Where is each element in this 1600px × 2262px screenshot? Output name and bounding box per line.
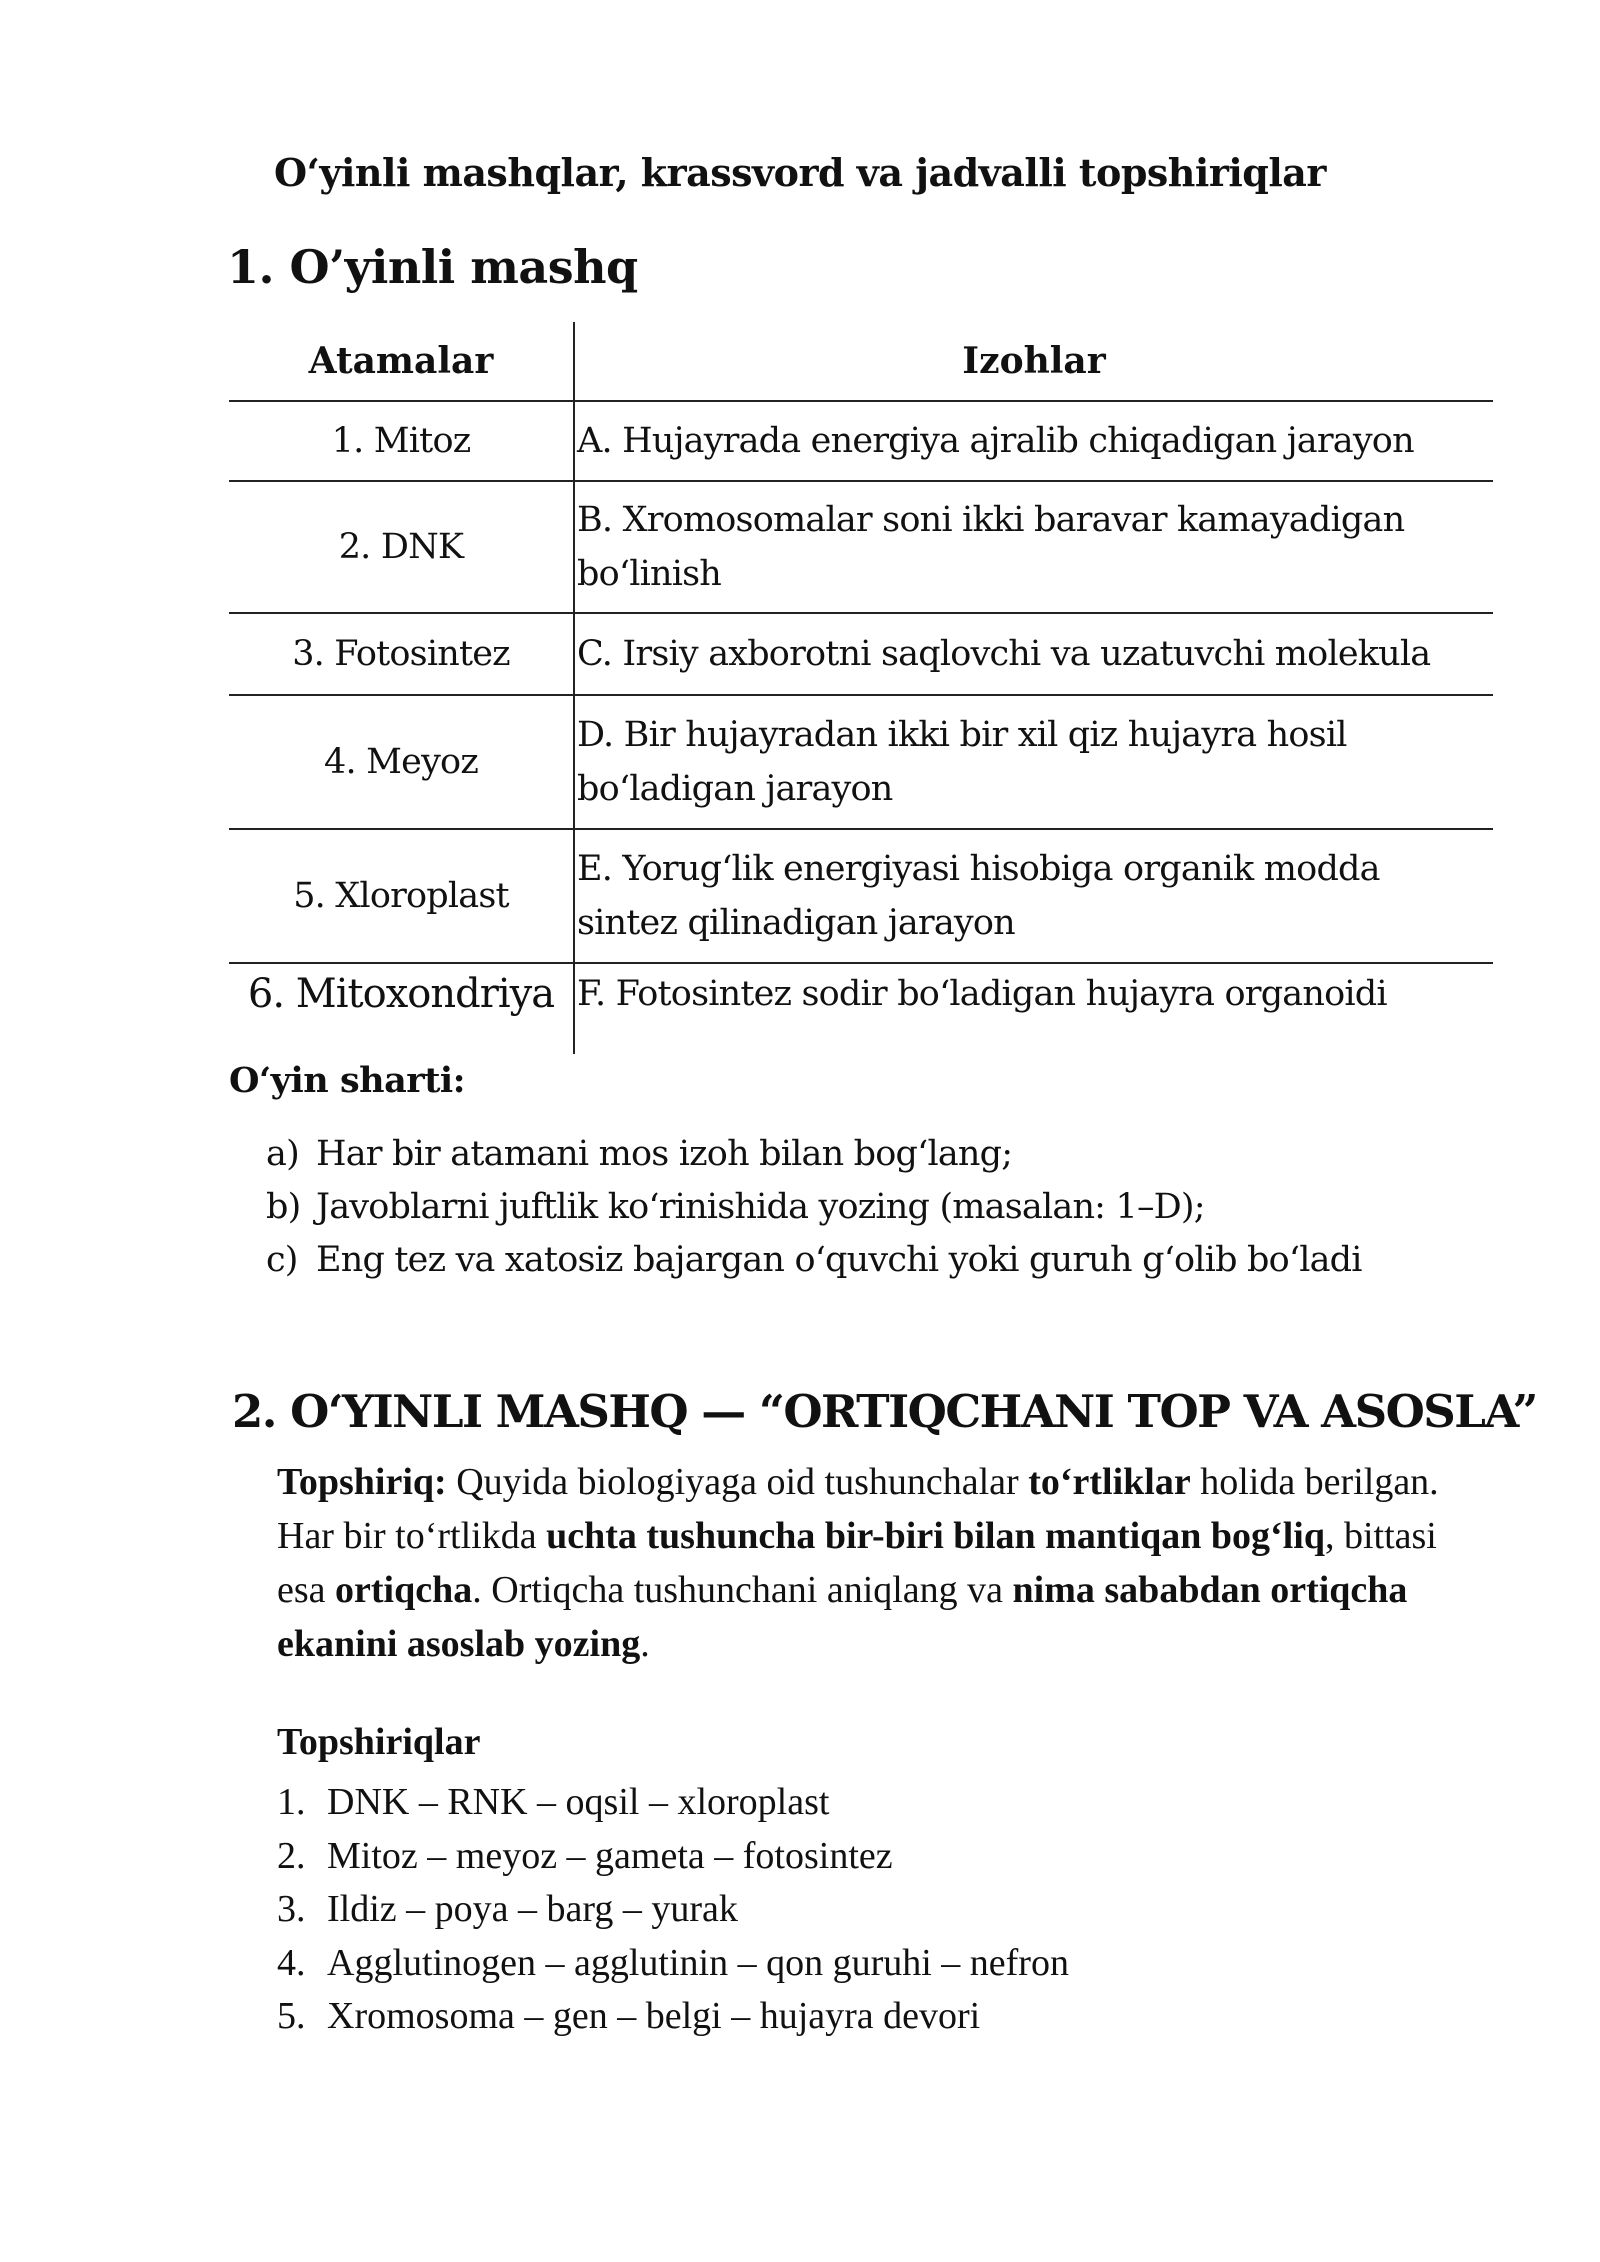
list-item-text: Har bir atamani mos izoh bilan bog‘lang; [316,1134,1013,1174]
table-definition-cell: F. Fotosintez sodir bo‘ladigan hujayra organoidi [577,974,1387,1014]
task-text: Quyida biologiyaga oid tushunchalar [446,1461,1029,1503]
list-marker: a) [266,1134,299,1174]
game-rules-heading: O‘yin sharti: [229,1060,466,1101]
list-item-text: Eng tez va xatosiz bajargan o‘quvchi yoki guruh g‘olib bo‘ladi [316,1240,1362,1280]
table-term-cell: 6. Mitoxondriya [247,971,555,1017]
list-item [277,1990,1069,2044]
tasks-heading: Topshiriqlar [277,1721,481,1763]
list-item-text: DNK – RNK – oqsil – xloroplast [327,1781,830,1823]
task-text: , bittasi esa [277,1515,1437,1611]
list-item [277,1830,1069,1884]
table-term-cell: 4. Meyoz [324,742,478,782]
list-marker: c) [266,1240,298,1280]
task-paragraph [277,1455,1477,1671]
list-item-text: Mitoz – meyoz – gameta – fotosintez [327,1834,893,1877]
list-item [277,1937,1069,1991]
terms-table [229,322,1493,1054]
list-item [266,1181,1362,1234]
table-term-cell: 2. DNK [338,527,464,567]
list-number: 4. [277,1941,306,1984]
table-definition-cell: E. Yorug‘lik energiyasi hisobiga organik modda sintez qilinadigan jarayon [577,849,1380,943]
list-item-text: Javoblarni juftlik ko‘rinishida yozing (masalan: 1–D); [316,1187,1205,1227]
task-emphasis: nima sababdan ortiqcha ekanini asoslab yozing [277,1569,1408,1665]
task-text: . [640,1623,650,1665]
table-term-cell: 5. Xloroplast [293,876,509,916]
list-number: 1. [277,1781,306,1823]
list-number: 3. [277,1888,306,1930]
task-emphasis: uchta tushuncha bir-biri bilan mantiqan bog‘liq [546,1515,1325,1557]
table-column-divider [573,322,575,1054]
list-item [277,1883,1069,1937]
table-definition-cell: B. Xromosomalar soni ikki baravar kamayadigan bo‘linish [577,500,1405,594]
table-term-cell: 3. Fotosintez [292,634,510,674]
list-item-text: Agglutinogen – agglutinin – qon guruhi – nefron [327,1941,1069,1984]
table-header-definitions: Izohlar [962,340,1106,382]
task-label: Topshiriq: [277,1461,447,1503]
section1-heading: 1. O’yinli mashq [227,240,638,294]
list-item [277,1776,1069,1830]
document-title: O‘yinli mashqlar, krassvord va jadvalli topshiriqlar [274,150,1326,195]
table-definition-cell: D. Bir hujayradan ikki bir xil qiz hujayra hosil bo‘ladigan jarayon [577,715,1347,809]
list-marker: b) [266,1187,301,1227]
table-definition-cell: C. Irsiy axborotni saqlovchi va uzatuvchi molekula [577,634,1431,674]
table-header-terms: Atamalar [308,340,494,382]
task-text: holida berilgan. Har bir to‘rtlikda [277,1461,1439,1557]
list-item-text: Ildiz – poya – barg – yurak [327,1888,738,1930]
table-term-cell: 1. Mitoz [331,421,471,461]
task-text: . Ortiqcha tushunchani aniqlang va [472,1569,1013,1611]
game-rules-list [266,1128,1362,1287]
task-emphasis: to‘rtliklar [1028,1461,1191,1503]
list-item-text: Xromosoma – gen – belgi – hujayra devori [327,1995,981,2037]
table-definition-cell: A. Hujayrada energiya ajralib chiqadigan jarayon [577,421,1414,461]
list-number: 2. [277,1834,306,1877]
section2-heading: 2. O‘YINLI MASHQ — “ORTIQCHANI TOP VA ASOSLA” [232,1385,1537,1438]
list-item [266,1234,1362,1287]
task-emphasis: ortiqcha [335,1569,473,1611]
list-number: 5. [277,1995,306,2037]
list-item [266,1128,1362,1181]
tasks-list [277,1776,1069,2044]
